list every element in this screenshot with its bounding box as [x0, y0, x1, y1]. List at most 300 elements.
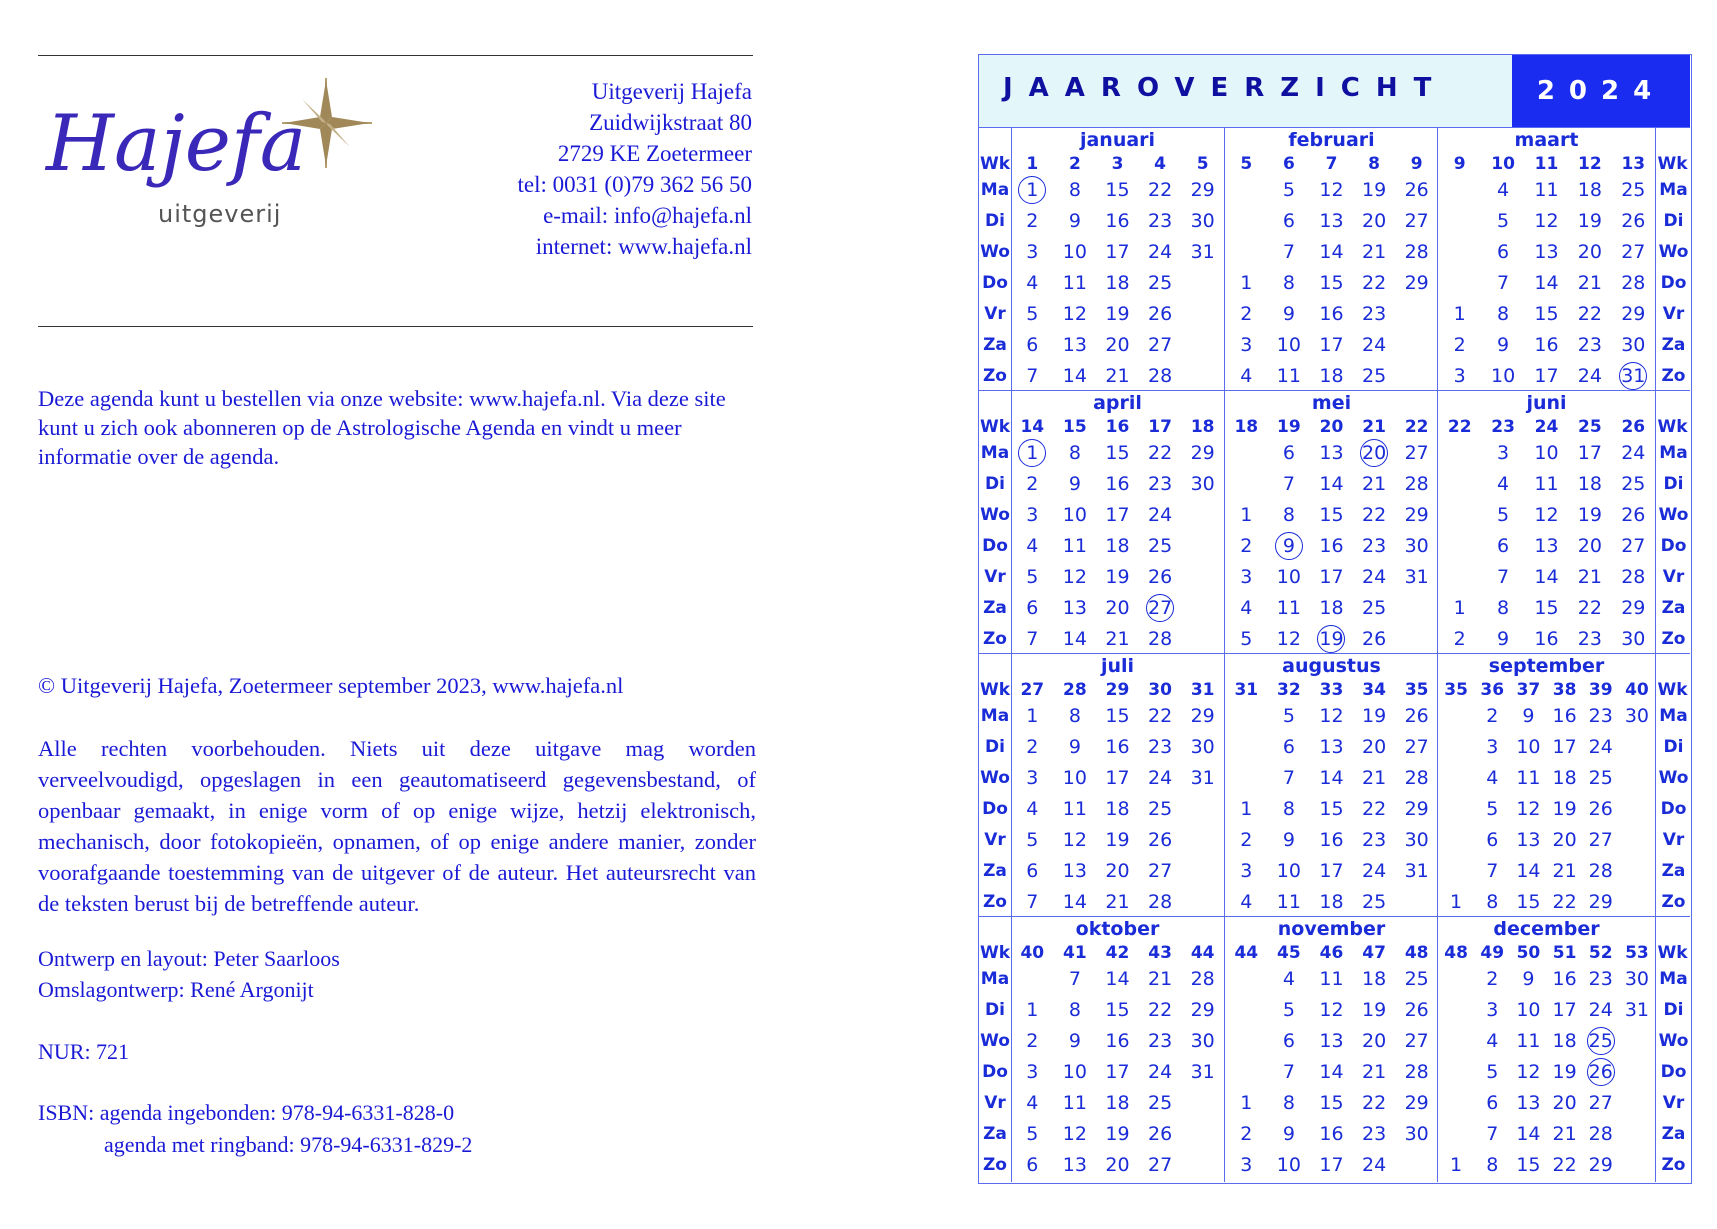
calendar-day: 23 — [1577, 628, 1602, 650]
calendar-day: 27 — [1588, 829, 1613, 851]
calendar-day: 18 — [1105, 272, 1130, 294]
calendar-day: 10 — [1062, 1061, 1087, 1083]
calendar-day: 4 — [1497, 473, 1510, 495]
calendar-day: 30 — [1624, 705, 1649, 727]
calendar-day: 28 — [1404, 1061, 1429, 1083]
week-number: 21 — [1362, 417, 1386, 437]
day-label: Zo — [1661, 629, 1686, 649]
calendar-day: 6 — [1026, 1154, 1039, 1176]
calendar-day: 28 — [1404, 767, 1429, 789]
month-name: juni — [1526, 392, 1567, 414]
calendar-day: 14 — [1534, 272, 1559, 294]
calendar-day: 11 — [1534, 473, 1559, 495]
calendar-day: 15 — [1105, 179, 1130, 201]
day-label: Za — [1661, 598, 1686, 618]
calendar-day: 8 — [1068, 705, 1081, 727]
calendar-day: 6 — [1282, 210, 1295, 232]
holiday-circle — [1275, 532, 1303, 560]
week-number: 6 — [1282, 154, 1295, 174]
day-label: Di — [1663, 737, 1684, 757]
calendar-day: 24 — [1588, 736, 1613, 758]
day-label: Za — [983, 861, 1007, 881]
calendar-day: 14 — [1319, 473, 1344, 495]
calendar-day: 19 — [1105, 566, 1130, 588]
day-label: Ma — [1659, 706, 1688, 726]
day-label: Vr — [984, 567, 1006, 587]
week-number: 40 — [1020, 943, 1045, 963]
calendar-day: 30 — [1190, 1030, 1215, 1052]
calendar-day: 9 — [1282, 1123, 1295, 1145]
month-name: augustus — [1282, 655, 1381, 677]
calendar-day: 1 — [1453, 303, 1466, 325]
calendar-day: 8 — [1497, 303, 1510, 325]
week-number: 20 — [1319, 417, 1344, 437]
logo-sub: uitgeverij — [158, 200, 282, 228]
day-label: Za — [983, 1124, 1007, 1144]
calendar-day: 25 — [1362, 597, 1387, 619]
calendar-day: 20 — [1552, 829, 1577, 851]
calendar-day: 12 — [1534, 504, 1559, 526]
day-label: Di — [985, 474, 1005, 494]
calendar-day: 8 — [1497, 597, 1510, 619]
calendar-day: 2 — [1240, 1123, 1253, 1145]
week-number: 51 — [1552, 943, 1577, 963]
calendar-day: 27 — [1148, 860, 1173, 882]
week-number: 9 — [1410, 154, 1423, 174]
calendar-day: 30 — [1621, 628, 1646, 650]
calendar-day: 6 — [1026, 334, 1039, 356]
calendar-day: 3 — [1240, 1154, 1253, 1176]
intro-paragraph: Deze agenda kunt u bestellen via onze website: www.hajefa.nl. Via deze site kunt u zich ook abonneren op de Astrologische Agenda en vindt u meer informatie over de agenda. — [38, 386, 726, 469]
calendar-day: 23 — [1148, 736, 1173, 758]
wk-label: Wk — [1657, 943, 1688, 963]
calendar-day: 13 — [1319, 210, 1344, 232]
calendar-day: 10 — [1490, 365, 1516, 387]
calendar-day: 19 — [1105, 303, 1130, 325]
hajefa-logo — [42, 70, 382, 240]
calendar-day: 13 — [1062, 860, 1087, 882]
calendar-day: 14 — [1062, 628, 1087, 650]
day-label: Za — [983, 598, 1007, 618]
week-number: 33 — [1319, 680, 1344, 700]
calendar-day: 8 — [1068, 999, 1081, 1021]
calendar-day: 15 — [1534, 597, 1559, 619]
calendar-day: 30 — [1404, 829, 1429, 851]
calendar-day: 29 — [1588, 1154, 1613, 1176]
calendar-day: 21 — [1105, 891, 1130, 913]
calendar-year: 2024 — [1512, 55, 1690, 127]
isbn-line: ISBN: agenda ingebonden: 978-94-6331-828-0 — [38, 1100, 455, 1125]
calendar-day: 21 — [1105, 365, 1130, 387]
calendar-day: 29 — [1404, 504, 1429, 526]
week-number: 31 — [1234, 680, 1259, 700]
calendar-day: 5 — [1486, 798, 1499, 820]
calendar-day: 4 — [1497, 179, 1510, 201]
block-divider — [979, 653, 1690, 654]
week-number: 34 — [1362, 680, 1386, 700]
calendar-day: 3 — [1453, 365, 1466, 387]
day-label: Wo — [980, 242, 1010, 262]
calendar-day: 4 — [1486, 1030, 1499, 1052]
rights-paragraph: Alle rechten voorbehouden. Niets uit deze uitgave mag worden verveelvoudigd, opgeslagen in een geautomatiseerd gegevensbestand, of openbaar gemaakt, in enige vorm of op enige wijze, hetzij elektronisch, mechanisch, door fotokopieën, opnamen, of op enige andere manier, zonder voorafgaande toestemming van de uitgever of de auteur. Het auteursrecht van de teksten berust bij de betreffende auteur. — [38, 736, 756, 916]
year-calendar — [978, 54, 1692, 1184]
calendar-day: 9 — [1522, 968, 1535, 990]
calendar-day: 13 — [1062, 334, 1087, 356]
calendar-day: 15 — [1319, 504, 1344, 526]
address-line: Uitgeverij Hajefa — [591, 79, 752, 104]
calendar-day: 6 — [1497, 535, 1510, 557]
calendar-day: 19 — [1105, 829, 1130, 851]
calendar-day: 12 — [1319, 999, 1344, 1021]
calendar-day: 1 — [1240, 504, 1253, 526]
calendar-day: 13 — [1062, 597, 1087, 619]
calendar-day: 17 — [1319, 566, 1344, 588]
holiday-circle — [1360, 439, 1388, 467]
address-phone: tel: 0031 (0)79 362 56 50 — [517, 172, 752, 197]
calendar-day: 17 — [1319, 334, 1344, 356]
calendar-day: 2 — [1026, 473, 1039, 495]
holiday-circle — [1018, 176, 1046, 204]
calendar-day: 28 — [1588, 1123, 1613, 1145]
calendar-day: 26 — [1404, 705, 1429, 727]
calendar-day: 30 — [1190, 473, 1215, 495]
day-label: Wo — [980, 505, 1010, 525]
calendar-day: 4 — [1026, 272, 1039, 294]
day-label: Di — [1663, 211, 1684, 231]
calendar-day: 17 — [1577, 442, 1602, 464]
calendar-day: 10 — [1276, 334, 1301, 356]
calendar-day: 12 — [1062, 303, 1087, 325]
day-label: Za — [1661, 861, 1686, 881]
calendar-day: 19 — [1552, 1061, 1577, 1083]
address-website[interactable]: internet: www.hajefa.nl — [535, 234, 752, 259]
week-number: 2 — [1068, 154, 1081, 174]
month-name: februari — [1288, 129, 1375, 151]
calendar-day: 15 — [1105, 999, 1130, 1021]
month-name: mei — [1311, 392, 1352, 414]
calendar-day: 18 — [1362, 968, 1387, 990]
calendar-day: 25 — [1148, 1092, 1173, 1114]
calendar-day: 8 — [1282, 504, 1295, 526]
calendar-day: 13 — [1534, 535, 1559, 557]
calendar-day: 13 — [1319, 1030, 1344, 1052]
calendar-day: 11 — [1276, 891, 1301, 913]
calendar-day: 3 — [1026, 504, 1039, 526]
wk-label: Wk — [979, 680, 1011, 700]
calendar-day: 2 — [1240, 829, 1253, 851]
calendar-day: 5 — [1282, 999, 1295, 1021]
day-label: Zo — [982, 892, 1007, 912]
calendar-day: 6 — [1026, 860, 1039, 882]
calendar-day: 11 — [1276, 365, 1301, 387]
week-number: 48 — [1404, 943, 1429, 963]
day-label: Ma — [980, 706, 1010, 726]
calendar-day: 15 — [1516, 1154, 1541, 1176]
calendar-day: 24 — [1588, 999, 1613, 1021]
week-number: 47 — [1362, 943, 1386, 963]
calendar-day: 7 — [1282, 1061, 1295, 1083]
calendar-day: 27 — [1621, 241, 1646, 263]
holiday-circle — [1587, 1058, 1615, 1086]
calendar-day: 19 — [1362, 999, 1387, 1021]
calendar-day: 7 — [1497, 566, 1510, 588]
calendar-day: 28 — [1148, 891, 1173, 913]
week-number: 43 — [1148, 943, 1172, 963]
calendar-day: 21 — [1362, 1061, 1387, 1083]
calendar-day: 6 — [1497, 241, 1510, 263]
calendar-day: 27 — [1621, 535, 1646, 557]
week-number: 38 — [1552, 680, 1577, 700]
calendar-day: 17 — [1105, 767, 1130, 789]
calendar-day: 31 — [1190, 241, 1215, 263]
week-number: 14 — [1020, 417, 1045, 437]
calendar-day: 4 — [1026, 535, 1039, 557]
day-label: Zo — [1661, 366, 1686, 386]
calendar-day: 12 — [1062, 829, 1087, 851]
day-label: Vr — [984, 304, 1006, 324]
calendar-day: 24 — [1621, 442, 1646, 464]
calendar-day: 16 — [1552, 705, 1577, 727]
calendar-day: 22 — [1362, 504, 1387, 526]
calendar-day: 11 — [1534, 179, 1559, 201]
calendar-day: 15 — [1105, 705, 1130, 727]
calendar-day: 22 — [1148, 705, 1173, 727]
calendar-day: 26 — [1148, 829, 1173, 851]
calendar-day: 10 — [1062, 767, 1087, 789]
block-divider — [979, 127, 1690, 128]
day-label: Do — [1660, 536, 1687, 556]
week-number: 29 — [1105, 680, 1130, 700]
calendar-day: 11 — [1062, 535, 1087, 557]
calendar-day: 22 — [1362, 272, 1387, 294]
week-number: 30 — [1148, 680, 1172, 700]
calendar-day: 2 — [1026, 1030, 1039, 1052]
calendar-day: 29 — [1190, 999, 1215, 1021]
calendar-day: 2 — [1486, 968, 1499, 990]
calendar-day: 26 — [1362, 628, 1387, 650]
calendar-day: 24 — [1362, 334, 1387, 356]
design-credit: Ontwerp en layout: Peter Saarloos — [38, 946, 340, 971]
calendar-day: 9 — [1268, 535, 1311, 557]
calendar-day: 7 — [1497, 272, 1510, 294]
block-divider — [979, 916, 1690, 917]
week-number: 32 — [1277, 680, 1301, 700]
day-label: Di — [985, 211, 1005, 231]
week-number: 5 — [1196, 154, 1209, 174]
calendar-day: 19 — [1105, 1123, 1130, 1145]
calendar-day: 8 — [1282, 1092, 1295, 1114]
address-email[interactable]: e-mail: info@hajefa.nl — [543, 203, 752, 228]
calendar-day: 23 — [1362, 535, 1387, 557]
calendar-day: 25 — [1404, 968, 1429, 990]
calendar-day: 23 — [1362, 829, 1387, 851]
calendar-day: 7 — [1486, 860, 1499, 882]
calendar-day: 6 — [1026, 597, 1039, 619]
week-number: 46 — [1319, 943, 1344, 963]
calendar-day: 26 — [1404, 179, 1429, 201]
calendar-day: 11 — [1319, 968, 1344, 990]
calendar-day: 18 — [1319, 365, 1344, 387]
calendar-day: 24 — [1148, 767, 1173, 789]
calendar-day: 27 — [1148, 334, 1173, 356]
calendar-day: 7 — [1282, 473, 1295, 495]
day-label: Ma — [1659, 180, 1688, 200]
week-number: 42 — [1105, 943, 1130, 963]
calendar-day: 17 — [1105, 504, 1130, 526]
calendar-day: 17 — [1534, 365, 1559, 387]
calendar-day: 22 — [1552, 891, 1577, 913]
calendar-day: 25 — [1362, 891, 1387, 913]
calendar-day: 30 — [1404, 535, 1429, 557]
calendar-day: 11 — [1276, 597, 1301, 619]
week-number: 10 — [1491, 154, 1515, 174]
calendar-day: 7 — [1026, 628, 1039, 650]
day-label: Wo — [1658, 768, 1689, 788]
calendar-day: 21 — [1105, 628, 1130, 650]
calendar-day: 1 — [1453, 597, 1466, 619]
day-label: Zo — [982, 1155, 1007, 1175]
holiday-circle — [1317, 625, 1345, 653]
week-number: 44 — [1234, 943, 1259, 963]
calendar-day: 26 — [1404, 999, 1429, 1021]
calendar-day: 31 — [1190, 767, 1215, 789]
calendar-day: 18 — [1552, 767, 1577, 789]
calendar-day: 13 — [1319, 736, 1344, 758]
calendar-day: 18 — [1105, 1092, 1130, 1114]
calendar-day: 21 — [1362, 241, 1387, 263]
day-label: Ma — [980, 443, 1010, 463]
calendar-day: 4 — [1240, 597, 1253, 619]
calendar-day: 9 — [1282, 829, 1295, 851]
calendar-day: 7 — [1282, 767, 1295, 789]
calendar-day: 3 — [1026, 767, 1039, 789]
calendar-day: 5 — [1026, 1123, 1039, 1145]
holiday-circle — [1587, 1027, 1615, 1055]
month-name: januari — [1079, 129, 1156, 151]
calendar-day: 25 — [1362, 365, 1387, 387]
calendar-day: 24 — [1148, 1061, 1173, 1083]
calendar-day: 4 — [1026, 1092, 1039, 1114]
calendar-day: 17 — [1105, 1061, 1130, 1083]
calendar-day: 11 — [1062, 798, 1087, 820]
calendar-day: 25 — [1621, 179, 1646, 201]
calendar-day: 23 — [1362, 303, 1387, 325]
calendar-day: 21 — [1552, 1123, 1577, 1145]
calendar-day: 20 — [1105, 860, 1130, 882]
calendar-day: 29 — [1588, 891, 1613, 913]
calendar-day: 2 — [1240, 535, 1253, 557]
publisher-address — [518, 76, 752, 262]
calendar-day: 8 — [1486, 1154, 1499, 1176]
calendar-day: 7 — [1026, 891, 1039, 913]
calendar-title: JAAROVERZICHT — [1003, 73, 1448, 103]
calendar-day: 28 — [1148, 365, 1173, 387]
calendar-day: 9 — [1068, 210, 1081, 232]
calendar-day: 29 — [1190, 179, 1215, 201]
calendar-day: 12 — [1516, 1061, 1541, 1083]
calendar-day: 26 — [1621, 504, 1646, 526]
week-number: 25 — [1578, 417, 1602, 437]
calendar-day: 20 — [1577, 535, 1602, 557]
calendar-day: 10 — [1276, 860, 1301, 882]
calendar-day: 1 — [1240, 272, 1253, 294]
day-label: Do — [982, 1062, 1008, 1082]
wk-label: Wk — [1657, 417, 1688, 437]
week-number: 35 — [1404, 680, 1429, 700]
calendar-day: 28 — [1404, 241, 1429, 263]
calendar-day: 10 — [1276, 566, 1301, 588]
calendar-day: 20 — [1105, 1154, 1130, 1176]
calendar-day: 16 — [1105, 210, 1130, 232]
week-number: 9 — [1453, 154, 1466, 174]
calendar-day: 29 — [1190, 705, 1215, 727]
calendar-day: 20 — [1353, 442, 1396, 464]
calendar-day: 2 — [1486, 705, 1499, 727]
week-number: 27 — [1020, 680, 1045, 700]
week-number: 13 — [1621, 154, 1646, 174]
calendar-day: 11 — [1516, 767, 1541, 789]
calendar-day: 9 — [1068, 1030, 1081, 1052]
calendar-day: 9 — [1068, 473, 1081, 495]
calendar-day: 25 — [1583, 1030, 1619, 1052]
calendar-day: 13 — [1062, 1154, 1087, 1176]
week-number: 23 — [1491, 417, 1515, 437]
week-number: 19 — [1277, 417, 1301, 437]
calendar-day: 19 — [1362, 705, 1387, 727]
week-number: 18 — [1190, 417, 1215, 437]
holiday-circle — [1018, 439, 1046, 467]
calendar-day: 25 — [1148, 535, 1173, 557]
calendar-day: 28 — [1621, 272, 1646, 294]
calendar-day: 4 — [1240, 891, 1253, 913]
calendar-day: 21 — [1148, 968, 1173, 990]
calendar-day: 29 — [1621, 303, 1646, 325]
calendar-day: 22 — [1552, 1154, 1577, 1176]
week-number: 1 — [1026, 154, 1039, 174]
calendar-day: 22 — [1577, 597, 1602, 619]
middle-rule — [38, 326, 753, 327]
day-label: Di — [985, 1000, 1005, 1020]
calendar-day: 27 — [1148, 1154, 1173, 1176]
week-number: 39 — [1588, 680, 1613, 700]
calendar-day: 5 — [1282, 179, 1295, 201]
day-label: Vr — [1662, 304, 1685, 324]
calendar-day: 14 — [1062, 891, 1087, 913]
calendar-day: 2 — [1240, 303, 1253, 325]
calendar-day: 9 — [1497, 628, 1510, 650]
calendar-day: 30 — [1624, 968, 1649, 990]
calendar-day: 26 — [1148, 566, 1173, 588]
calendar-day: 27 — [1404, 1030, 1429, 1052]
calendar-day: 23 — [1362, 1123, 1387, 1145]
calendar-day: 1 — [1450, 1154, 1463, 1176]
month-name: december — [1493, 918, 1600, 940]
calendar-day: 21 — [1362, 473, 1387, 495]
calendar-day: 8 — [1068, 442, 1081, 464]
calendar-day: 16 — [1105, 473, 1130, 495]
week-number: 50 — [1516, 943, 1541, 963]
calendar-day: 16 — [1319, 303, 1344, 325]
calendar-day: 14 — [1516, 860, 1541, 882]
copyright-line: © Uitgeverij Hajefa, Zoetermeer september 2023, www.hajefa.nl — [38, 673, 624, 698]
week-number: 53 — [1625, 943, 1649, 963]
holiday-circle — [1146, 594, 1174, 622]
calendar-day: 10 — [1062, 504, 1087, 526]
calendar-day: 22 — [1362, 798, 1387, 820]
calendar-day: 28 — [1190, 968, 1215, 990]
calendar-day: 1 — [1240, 798, 1253, 820]
calendar-day: 1 — [1026, 999, 1039, 1021]
